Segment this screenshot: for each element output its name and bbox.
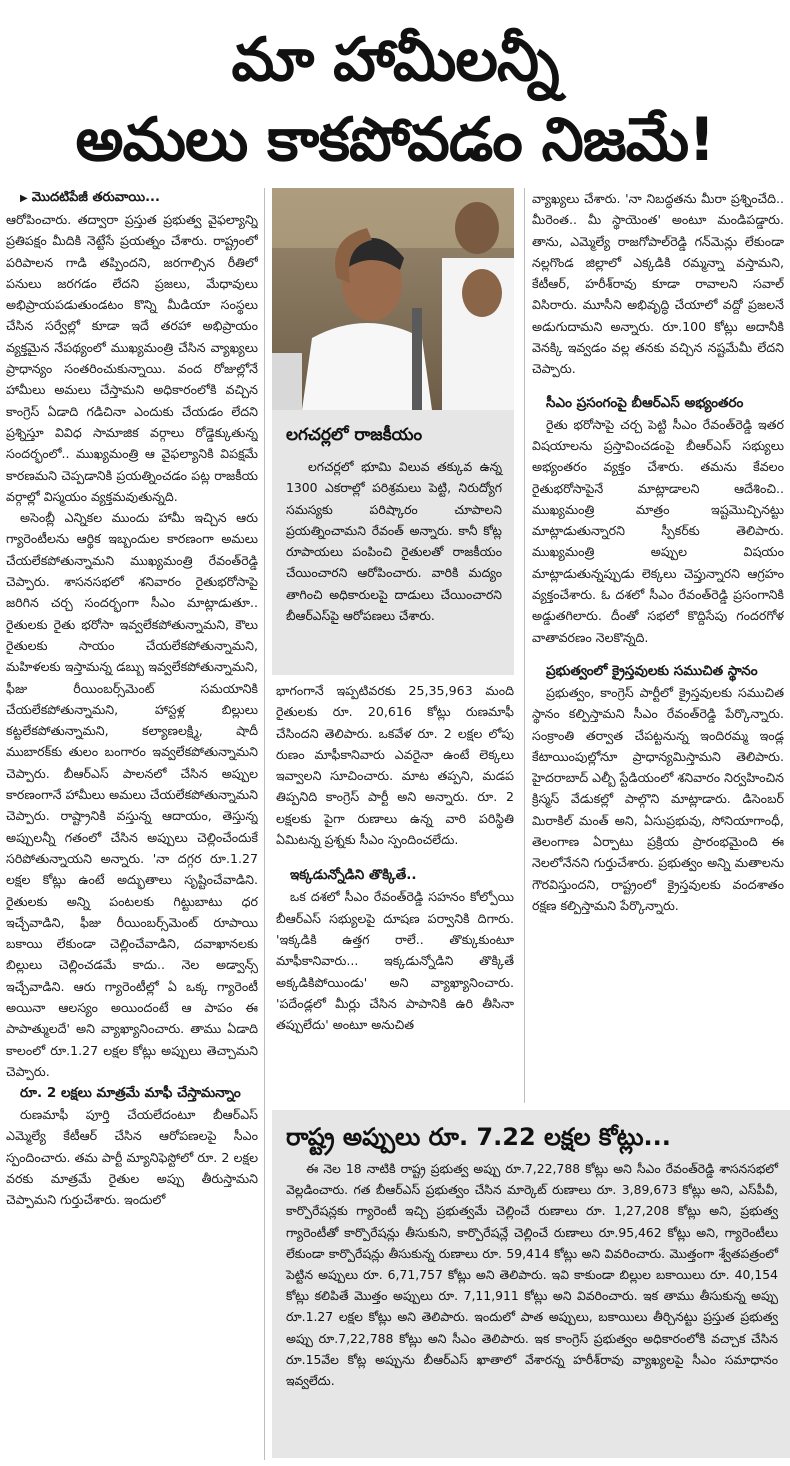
- debt-box: [272, 1110, 790, 1458]
- paragraph: భాగంగానే ఇప్పటివరకు 25,35,963 మంది రైతులకు రూ. 20,616 కోట్లు రుణమాఫీ చేసిందని తెలిపారు. ఒకవేళ రూ. 2 లక్షల లోపు రుణం మాఫీకానివారు ఎవరైనా ఉంటే లెక్కలు ఇవ్వాలని సూచించారు. మాట తప్పని, మడప తిప్పనిది కాంగ్రెస్ పార్టీ అని అన్నారు. రూ. 2 లక్షలకు పైగా రుణాలు ఉన్న వారి పరిస్థితి ఏమిటన్న ప్రశ్నకు సీఎం స్పందించలేదు.: [276, 683, 514, 848]
- headline: [0, 20, 790, 180]
- arrow-icon: ▶: [20, 193, 28, 204]
- lagacharla-box: [272, 410, 514, 675]
- debt-body: [286, 1158, 778, 1391]
- column-3: [532, 188, 784, 1103]
- subheading: ప్రభుత్వంలో క్రైస్తవులకు సముచిత స్థానం: [546, 662, 758, 679]
- paragraph: ఆరోపించారు. తద్వారా ప్రస్తుత ప్రభుత్వ వైఫల్యాన్ని ప్రతిపక్షం మీదికి నెట్టేసే ప్రయత్నం చేశారు. రాష్ట్రంలో పరిపాలన గాడి తప్పిందని, జరగాల్సిన రీతిలో పనులు జరగడం లేదని ప్రజలు, మేధావులు అభిప్రాయపడుతుండటం కొన్ని మీడియా సంస్థలు చేసిన సర్వేల్లో కూడా ఇదే తరహా అభిప్రాయం వ్యక్తమైన నేపథ్యంలో ముఖ్యమంత్రి చేసిన వ్యాఖ్యలు ప్రాధాన్యం సంతరించుకున్నాయి. వంద రోజుల్లోనే హామీలు అమలు చేస్తామని అధికారంలోకి వచ్చిన కాంగ్రెస్ ఏడాది గడిచినా ఎందుకు చేయడం లేదని ప్రశ్నిస్తూ వివిధ సామాజిక వర్గాలు రోడ్డెక్కుతున్న సందర్భంలో.. ముఖ్యమంత్రి ఆ వైఫల్యానికి విపక్షమే కారణమని చెప్పడానికి ప్రయత్నించడం పట్ల రాజకీయ వర్గాల్లో విస్మయం వ్యక్తమవుతున్నది.: [6, 212, 258, 504]
- column-divider: [264, 188, 265, 1460]
- box-body: [286, 456, 502, 626]
- debt-title: రాష్ట్ర అప్పులు రూ. 7.22 లక్షల కోట్లు...: [286, 1123, 671, 1151]
- photo: [272, 188, 514, 410]
- photo-illustration: [272, 188, 514, 410]
- headline-line-1: మా హామీలన్నీ: [231, 25, 559, 95]
- paragraph: లగచర్లలో భూమి విలువ తక్కువ ఉన్న 1300 ఎకరాల్లో పరిశ్రమలు పెట్టి, నిరుద్యోగ సమస్యకు పరిష్కారం చూపాలని ప్రయత్నించామని రేవంత్ అన్నారు. కానీ కోట్ల రూపాయలు పంపించి రైతులతో రాజకీయం చేయించారని ఆరోపించారు. వారికి మద్యం తాగించి అధికారులపై దాడులు చేయించారని బీఆర్‌ఎస్‌పై ఆరోపణలు చేశారు.: [286, 459, 502, 624]
- headline-line-2: అమలు కాకపోవడం నిజమే!: [75, 105, 715, 175]
- paragraph: అసెంబ్లీ ఎన్నికల ముందు హామీ ఇచ్చిన ఆరు గ్యారెంటీలను ఆర్థిక ఇబ్బందుల కారణంగా అమలు చేయలేకపోతున్నామని ముఖ్యమంత్రి రేవంత్‌రెడ్డి చెప్పారు. శాసనసభలో శనివారం రైతుభరోసాపై జరిగిన చర్చ సందర్భంగా సీఎం మాట్లాడుతూ.. రైతులకు రైతు భరోసా ఇవ్వలేకపోతున్నామని, కౌలు రైతులకు సాయం చేయలేకపోతున్నామని, మహిళలకు ఇస్తామన్న డబ్బు ఇవ్వలేకపోతున్నామని, ఫీజు రీయింబర్స్‌మెంట్ సమయానికి చేయలేకపోతున్నామని, హాస్టళ్ల బిల్లులు కట్టలేకపోతున్నామని, కల్యాణలక్ష్మి, షాదీ ముబారక్‌కు తులం బంగారం ఇవ్వలేకపోతున్నామని చెప్పారు. బీఆర్‌ఎస్ పాలనలో చేసిన అప్పుల కారణంగానే హామీలు అమలు చేయలేకపోతున్నామని చెప్పారు. రాష్ట్రానికి వస్తున్న ఆదాయం, తెస్తున్న అప్పులన్నీ గతంలో చేసిన అప్పులు చెల్లించేందుకే సరిపోతున్నాయని అన్నారు. 'నా దగ్గర రూ.1.27 లక్షల కోట్లు ఉంటే అద్భుతాలు సృష్టించేవాడిని. రైతులకు అన్ని పంటలకు గిట్టుబాటు ధర ఇచ్చేవాడిని, ఫీజు రీయింబర్స్‌మెంట్ రూపాయి బకాయి లేకుండా చెల్లించేవాడిని, దవాఖానలకు బిల్లులు చెల్లించడమే కాదు.. నెల అడ్వాన్స్ ఇచ్చేవాడిని. ఆరు గ్యారెంటీల్లో ఏ ఒక్క గ్యారెంటీ అయినా ఆలస్యం అయిందంటే ఆ పాపం ఈ పాపాత్ములదే' అని వ్యాఖ్యానించారు. తాము ఏడాది కాలంలో రూ.1.27 లక్షల కోట్లు అప్పులు తెచ్చామని చెప్పారు.: [6, 510, 258, 1079]
- paragraph: ఈ నెల 18 నాటికి రాష్ట్ర ప్రభుత్వ అప్పు రూ.7,22,788 కోట్లు అని సీఎం రేవంత్‌రెడ్డి శాసనసభలో వెల్లడించారు. గత బీఆర్‌ఎస్ ప్రభుత్వం చేసిన మార్కెట్ రుణాలు రూ. 3,89,673 కోట్లు అని, ఎస్‌పీవీ, కార్పొరేషన్లకు గ్యారెంటీ ఇచ్చి ప్రభుత్వమే చెల్లించే రుణాలు రూ. 1,27,208 కోట్లు అని, ప్రభుత్వ గ్యారెంటీతో కార్పొరేషన్లు తీసుకుని, కార్పొరేషన్లే చెల్లించే రుణాలు రూ.95,462 కోట్లు అని, గ్యారెంటీలు లేకుండా కార్పొరేషన్లు తీసుకున్న రుణాలు రూ. 59,414 కోట్లు అని వివరించారు. మొత్తంగా శ్వేతపత్రంలో పెట్టిన అప్పులు రూ. 6,71,757 కోట్లు అని తెలిపారు. ఇవి కాకుండా బిల్లుల బకాయిలు రూ. 40,154 కోట్లు కలిపితే మొత్తం అప్పులు రూ. 7,11,911 కోట్లు అని వివరించారు. ఇక తాము తీసుకున్న అప్పు రూ.1.27 లక్షల కోట్లు అని తెలిపారు. ఇందులో పాత అప్పులు, బకాయిలు తీర్చినట్టు ప్రస్తుత ప్రభుత్వ అప్పు రూ.7,22,788 కోట్లు అని సీఎం తెలిపారు. ఇక కాంగ్రెస్ ప్రభుత్వం అధికారంలోకి వచ్చాక చేసిన రూ.15వేల కోట్ల అప్పును బీఆర్‌ఎస్ ఖాతాలో వేశారన్న హరీశ్‌రావు వ్యాఖ్యలపై సీఎం సమాధానం ఇవ్వలేదు.: [286, 1161, 778, 1389]
- column-2: [276, 680, 514, 1105]
- paragraph: ప్రభుత్వం, కాంగ్రెస్ పార్టీలో క్రైస్తవులకు సముచిత స్థానం కల్పిస్తామని సీఎం రేవంత్‌రెడ్డి పేర్కొన్నారు. సంక్రాంతి తర్వాత చేపట్టనున్న ఇందిరమ్మ ఇండ్ల కేటాయింపుల్లోనూ ప్రాధాన్యమిస్తామని తెలిపారు. హైదరాబాద్ ఎల్బీ స్టేడియంలో శనివారం నిర్వహించిన క్రిస్మస్ వేడుకల్లో పాల్గొని మాట్లాడారు. డిసెంబర్ మిరాకిల్ మంత్ అని, ఏసుప్రభువు, సోనియాగాంధీ, తెలంగాణ ఏర్పాటు ప్రక్రియ ప్రారంభమైంది ఈ నెలలోనేనని గుర్తుచేశారు. ప్రభుత్వం అన్ని మతాలను గౌరవిస్తుందని, రాష్ట్రంలో క్రైస్తవులకు వందశాతం రక్షణ కల్పిస్తామని పేర్కొన్నారు.: [532, 684, 784, 913]
- subheading: రూ. 2 లక్షలు మాత్రమే మాఫీ చేస్తామన్నాం: [20, 1085, 241, 1102]
- paragraph: వ్యాఖ్యలు చేశారు. 'నా నిబద్ధతను మీరా ప్రశ్నించేది.. మీరెంత.. మీ స్థాయెంత' అంటూ మండిపడ్డారు. తాను, ఎమ్మెల్యే రాజగోపాల్‌రెడ్డి గన్‌మెన్లు లేకుండా నల్లగొండ జిల్లాలో ఎక్కడికి రమ్మన్నా వస్తామని, కేటీఆర్, హరీశ్‌రావు కూడా రావాలని సవాల్ విసిరారు. మూసీని అభివృద్ధి చేయాలో వద్దో ప్రజలనే అడుగుదామని అన్నారు. రూ.100 కోట్లు అదానీకి వెనక్కి ఇవ్వడం వల్ల తనకు వచ్చిన నష్టమేమీ లేదని చెప్పారు.: [532, 191, 784, 377]
- column-1: [6, 188, 258, 1460]
- paragraph: ఒక దశలో సీఎం రేవంత్‌రెడ్డి సహనం కోల్పోయి బీఆర్‌ఎస్ సభ్యులపై దూషణ పర్వానికి దిగారు. 'ఇక్కడికి ఉత్తగ రాలే.. తొక్కుకుంటూ మాఫీకానివారు... ఇక్కడున్నోడిని తొక్కితే అక్కడికిపోయిండు' అని వ్యాఖ్యానించారు. 'పదేండ్లలో మీర్లు చేసిన పాపానికి ఉరి తీసినా తప్పులేదు' అంటూ అనుచిత: [276, 889, 514, 1033]
- paragraph: రుణమాఫీ పూర్తి చేయలేదంటూ బీఆర్‌ఎస్ ఎమ్మెల్యే కేటీఆర్ చేసిన ఆరోపణలపై సీఎం స్పందించారు. తమ పార్టీ మ్యానిఫెస్టోలో రూ. 2 లక్షల వరకు మాత్రమే రైతుల అప్పు తీరుస్తామని చెప్పామని గుర్తుచేశారు. ఇందులో: [6, 1107, 258, 1208]
- kicker: ▶ మొదటిపేజీ తరువాయి...: [20, 190, 160, 205]
- subheading: ఇక్కడున్నోడిని తొక్కితే..: [290, 867, 417, 884]
- column-divider: [524, 188, 525, 1103]
- box-title: లగచర్లలో రాజకీయం: [286, 425, 423, 445]
- paragraph: రైతు భరోసాపై చర్చ పెట్టి సీఎం రేవంత్‌రెడ్డి ఇతర విషయాలను ప్రస్తావించడంపై బీఆర్‌ఎస్ సభ్యులు అభ్యంతరం వ్యక్తం చేశారు. తమను కేవలం రైతుభరోసాపైనే మాట్లాడాలని ఆదేశించి.. ముఖ్యమంత్రి మాత్రం ఇష్టమొచ్చినట్టు మాట్లాడుతున్నారని స్పీకర్‌కు తెలిపారు. ముఖ్యమంత్రి అప్పుల విషయం మాట్లాడుతున్నప్పుడు లెక్కలు చెప్తున్నారని ఆగ్రహం వ్యక్తంచేశారు. ఓ దశలో సీఎం రేవంత్‌రెడ్డి ప్రసంగానికి అడ్డుతగిలారు. దీంతో సభలో కొద్దిసేపు గందరగోళ వాతావరణం నెలకొన్నది.: [532, 416, 784, 645]
- subheading: సీఎం ప్రసంగంపై బీఆర్‌ఎస్ అభ్యంతరం: [546, 394, 744, 411]
